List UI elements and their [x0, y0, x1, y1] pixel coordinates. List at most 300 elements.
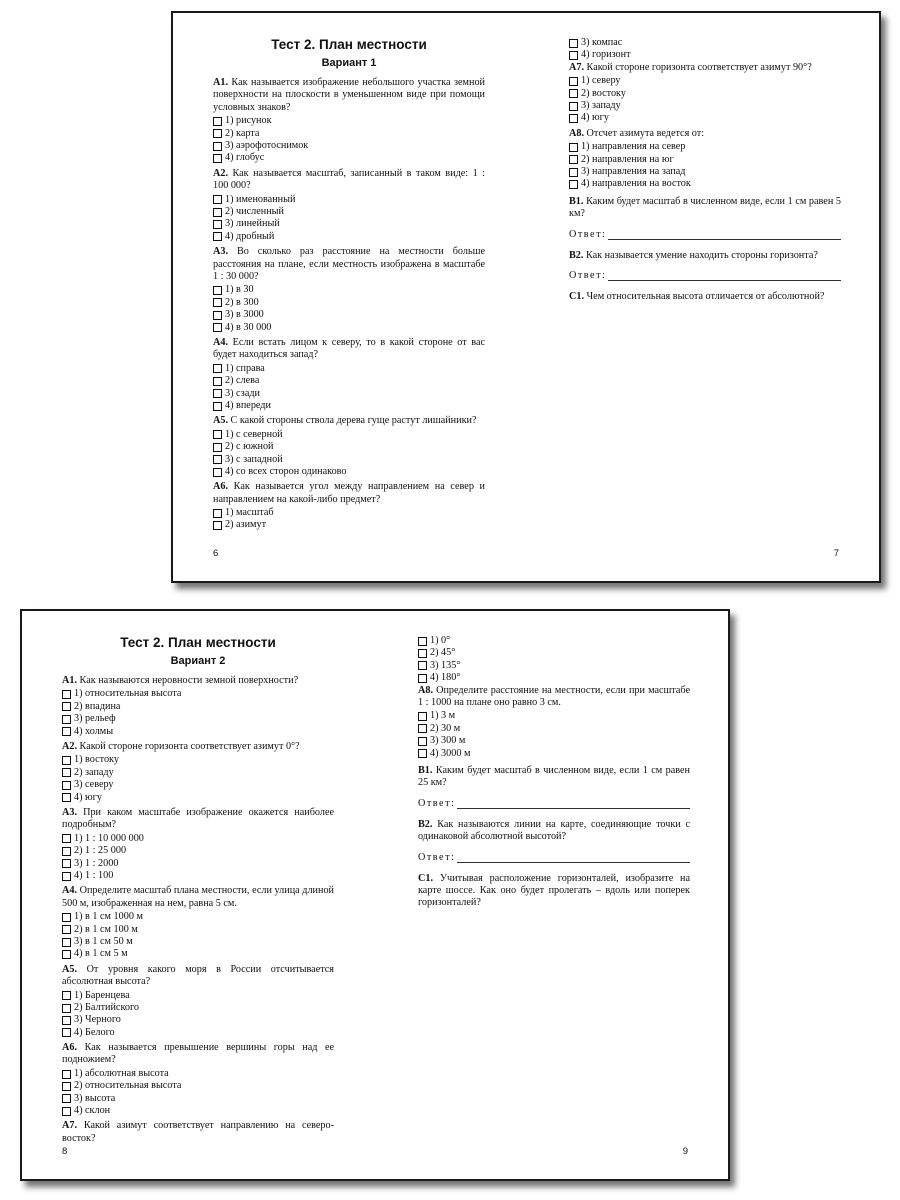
option-label: 4) югу	[581, 112, 609, 124]
checkbox[interactable]	[569, 102, 578, 111]
checkbox[interactable]	[569, 143, 578, 152]
question-body: Какой стороне горизонта соответствует азимут 0°?	[79, 740, 300, 752]
question	[213, 481, 485, 532]
question-text	[569, 291, 841, 303]
answer-option[interactable]	[213, 309, 485, 321]
answer-option[interactable]	[62, 792, 334, 804]
test-title: Тест 2. План местности	[271, 37, 427, 52]
page-number: 7	[833, 548, 839, 559]
option-label: 3) компас	[581, 37, 623, 48]
option-label: 2) 30 м	[430, 722, 461, 734]
option-label: 3) в 3000	[225, 309, 264, 321]
checkbox[interactable]	[418, 737, 427, 746]
question	[213, 77, 485, 165]
question-text	[62, 1042, 334, 1067]
answer-label: Ответ:	[569, 269, 607, 281]
question-text	[213, 246, 485, 283]
question-text	[418, 765, 690, 790]
question-body: От уровня какого моря в России отсчитывается абсолютная высота?	[62, 963, 334, 988]
answer-option[interactable]	[418, 723, 690, 735]
checkbox[interactable]	[569, 51, 578, 60]
checkbox[interactable]	[418, 749, 427, 758]
answer-option[interactable]	[569, 154, 841, 166]
option-label: 1) северу	[581, 75, 621, 87]
option-label: 1) 3 м	[430, 710, 456, 722]
page-left	[62, 635, 334, 1148]
page-number: 9	[682, 1146, 688, 1157]
page-left	[213, 37, 485, 535]
checkbox[interactable]	[213, 286, 222, 295]
option-label: 2) направления на юг	[581, 153, 674, 165]
option-label: 3) западу	[581, 99, 621, 111]
option-label: 1) рисунок	[225, 115, 272, 127]
checkbox[interactable]	[62, 834, 71, 843]
checkbox[interactable]	[62, 950, 71, 959]
answer-option[interactable]	[62, 845, 334, 857]
answer-option[interactable]	[569, 88, 841, 100]
answer-option[interactable]	[569, 166, 841, 178]
question-body: Отсчет азимута ведется от:	[586, 127, 705, 139]
answer-option[interactable]	[62, 779, 334, 791]
option-label: 1) востоку	[74, 754, 119, 766]
checkbox[interactable]	[569, 77, 578, 86]
question-text	[62, 1120, 334, 1145]
option-label: 4) 3000 м	[430, 747, 471, 759]
answer-line[interactable]	[608, 270, 841, 281]
continued-options	[569, 37, 841, 62]
question-text	[62, 885, 334, 910]
answer-option[interactable]	[569, 49, 841, 61]
checkbox[interactable]	[213, 389, 222, 398]
checkbox[interactable]	[213, 377, 222, 386]
question-text	[213, 77, 485, 114]
answer-line[interactable]	[457, 798, 690, 809]
question-text	[213, 337, 485, 362]
checkbox[interactable]	[213, 455, 222, 464]
answer-option[interactable]	[62, 924, 334, 936]
question-body: Определите расстояние на местности, если при масштабе 1 : 1000 на плане оно равно 3 см.	[418, 684, 691, 708]
answer-option[interactable]	[213, 441, 485, 453]
checkbox[interactable]	[62, 727, 71, 736]
option-label: 4) Белого	[74, 1026, 115, 1038]
question	[213, 246, 485, 334]
option-label: 2) карта	[225, 127, 260, 139]
option-label: 1) 0°	[430, 635, 451, 646]
checkbox[interactable]	[213, 117, 222, 126]
answer-option[interactable]	[62, 936, 334, 948]
answer-field[interactable]	[569, 229, 841, 240]
checkbox[interactable]	[569, 168, 578, 177]
option-label: 3) с западной	[225, 453, 283, 465]
option-label: 1) относительная высота	[74, 688, 182, 700]
question-text	[569, 250, 841, 262]
answer-option[interactable]	[213, 284, 485, 296]
question-body: Каким будет масштаб в численном виде, если 1 см равен 5 км?	[569, 195, 841, 220]
question-number: А5.	[213, 415, 228, 427]
answer-option[interactable]	[418, 710, 690, 722]
question-number: А7.	[569, 61, 584, 73]
answer-line[interactable]	[608, 229, 841, 240]
option-label: 2) в 1 см 100 м	[74, 923, 138, 935]
page-right	[569, 37, 841, 306]
answer-option[interactable]	[213, 194, 485, 206]
answer-option[interactable]	[418, 635, 690, 647]
checkbox[interactable]	[62, 690, 71, 699]
answer-option[interactable]	[418, 748, 690, 760]
checkbox[interactable]	[62, 1004, 71, 1013]
option-label: 1) именованный	[225, 193, 296, 205]
answer-option[interactable]	[62, 726, 334, 738]
checkbox[interactable]	[418, 637, 427, 646]
answer-option[interactable]	[62, 858, 334, 870]
question	[62, 807, 334, 882]
option-label: 4) дробный	[225, 230, 275, 242]
checkbox[interactable]	[213, 154, 222, 163]
question-list	[418, 685, 690, 760]
variant-label: Вариант 2	[170, 655, 226, 667]
answer-label: Ответ:	[569, 228, 607, 240]
open-question	[569, 196, 841, 240]
option-label: 4) в 30 000	[225, 321, 272, 333]
question	[418, 685, 690, 760]
option-label: 4) 180°	[430, 672, 461, 684]
option-label: 3) сзади	[225, 387, 260, 399]
checkbox[interactable]	[62, 1082, 71, 1091]
spread-variant-2	[20, 609, 730, 1181]
question-body: Во сколько раз расстояние на местности больше расстояния на плане, если местность изображена в масштабе 1 : 30 000?	[213, 246, 485, 282]
checkbox[interactable]	[62, 715, 71, 724]
answer-label: Ответ:	[418, 851, 456, 863]
answer-option[interactable]	[62, 1105, 334, 1117]
answer-option[interactable]	[569, 37, 841, 49]
question-number: А5.	[62, 963, 77, 975]
checkbox[interactable]	[213, 208, 222, 217]
test-title: Тест 2. План местности	[120, 635, 276, 650]
answer-option[interactable]	[418, 672, 690, 684]
page-number: 8	[62, 1146, 68, 1157]
question-number: В2.	[569, 249, 584, 261]
open-question-list	[569, 196, 841, 304]
question-number: А2.	[213, 167, 228, 179]
checkbox[interactable]	[213, 220, 222, 229]
page-number: 6	[213, 548, 219, 559]
question-number: А2.	[62, 740, 77, 752]
answer-option[interactable]	[213, 115, 485, 127]
question-body: С какой стороны ствола дерева гуще растут лишайники?	[230, 415, 477, 427]
option-label: 1) в 30	[225, 284, 254, 296]
answer-option[interactable]	[569, 141, 841, 153]
question-body: Каким будет масштаб в численном виде, если 1 см равен 25 км?	[418, 764, 690, 789]
answer-option[interactable]	[62, 701, 334, 713]
option-label: 1) справа	[225, 362, 265, 374]
answer-option[interactable]	[213, 454, 485, 466]
option-label: 4) 1 : 100	[74, 869, 114, 881]
question-text	[213, 168, 485, 193]
checkbox[interactable]	[418, 712, 427, 721]
option-label: 3) линейный	[225, 218, 280, 230]
option-label: 4) глобус	[225, 152, 265, 164]
option-label: 1) Баренцева	[74, 989, 130, 1001]
option-label: 2) в 300	[225, 296, 259, 308]
question	[62, 741, 334, 804]
answer-option[interactable]	[569, 100, 841, 112]
option-label: 4) в 1 см 5 м	[74, 948, 128, 960]
question	[213, 168, 485, 243]
checkbox[interactable]	[213, 142, 222, 151]
answer-option[interactable]	[62, 688, 334, 700]
answer-option[interactable]	[62, 1002, 334, 1014]
answer-option[interactable]	[62, 713, 334, 725]
answer-option[interactable]	[62, 767, 334, 779]
question-number: В1.	[569, 195, 584, 207]
answer-option[interactable]	[213, 218, 485, 230]
question	[213, 415, 485, 478]
answer-option[interactable]	[213, 322, 485, 334]
question-number: А4.	[213, 336, 228, 348]
answer-option[interactable]	[213, 140, 485, 152]
option-label: 3) в 1 см 50 м	[74, 935, 133, 947]
answer-option[interactable]	[213, 375, 485, 387]
option-label: 1) в 1 см 1000 м	[74, 911, 143, 923]
question	[62, 885, 334, 960]
question-body: Учитывая расположение горизонталей, изобразите на карте шоссе. Как оно будет пролегать – вдоль или поперек горизонталей?	[418, 872, 691, 909]
option-label: 3) направления на запад	[581, 165, 686, 177]
answer-field[interactable]	[418, 852, 690, 863]
checkbox[interactable]	[62, 872, 71, 881]
question-body: Как называются неровности земной поверхности?	[79, 675, 299, 686]
checkbox[interactable]	[418, 674, 427, 683]
option-label: 4) югу	[74, 791, 102, 803]
checkbox[interactable]	[213, 311, 222, 320]
open-question-list	[418, 765, 690, 910]
question-number: А1.	[213, 77, 228, 88]
checkbox[interactable]	[62, 913, 71, 922]
option-label: 2) относительная высота	[74, 1080, 182, 1092]
answer-option[interactable]	[569, 75, 841, 87]
answer-option[interactable]	[213, 231, 485, 243]
question-text	[213, 481, 485, 506]
option-label: 2) численный	[225, 205, 284, 217]
question-number: А1.	[62, 675, 77, 686]
option-label: 4) впереди	[225, 399, 271, 411]
checkbox[interactable]	[418, 661, 427, 670]
question-body: Определите масштаб плана местности, если улица длиной 500 м, изображенная на нем, равна 5 см.	[62, 885, 334, 909]
answer-option[interactable]	[418, 735, 690, 747]
answer-field[interactable]	[418, 798, 690, 809]
page-right	[418, 635, 690, 913]
option-label: 3) северу	[74, 779, 114, 791]
option-label: 2) 1 : 25 000	[74, 845, 127, 857]
checkbox[interactable]	[62, 859, 71, 868]
checkbox[interactable]	[213, 430, 222, 439]
question-body: Как называется умение находить стороны горизонта?	[585, 249, 818, 261]
question-number: А3.	[213, 246, 228, 258]
answer-option[interactable]	[569, 112, 841, 124]
checkbox[interactable]	[62, 793, 71, 802]
checkbox[interactable]	[213, 468, 222, 477]
question-text	[62, 964, 334, 989]
answer-option[interactable]	[213, 519, 485, 531]
answer-option[interactable]	[418, 647, 690, 659]
answer-option[interactable]	[213, 363, 485, 375]
answer-option[interactable]	[62, 990, 334, 1002]
question-text	[213, 415, 485, 427]
answer-option[interactable]	[213, 297, 485, 309]
question	[62, 675, 334, 738]
question-text	[569, 62, 841, 74]
checkbox[interactable]	[213, 129, 222, 138]
question	[569, 62, 841, 125]
checkbox[interactable]	[62, 1028, 71, 1037]
question-body: Как называется угол между направлением на север и направлением на какой-либо предмет?	[213, 481, 486, 505]
spread-variant-1	[171, 11, 881, 583]
checkbox[interactable]	[62, 1094, 71, 1103]
option-label: 1) направления на север	[581, 141, 686, 153]
question-text	[569, 128, 841, 140]
question-number: А3.	[62, 806, 77, 818]
answer-option[interactable]	[213, 152, 485, 164]
checkbox[interactable]	[62, 1070, 71, 1079]
checkbox[interactable]	[569, 155, 578, 164]
answer-option[interactable]	[569, 178, 841, 190]
answer-option[interactable]	[62, 870, 334, 882]
question	[62, 1120, 334, 1145]
checkbox[interactable]	[213, 364, 222, 373]
answer-option[interactable]	[213, 466, 485, 478]
question-body: Чем относительная высота отличается от абсолютной?	[586, 290, 825, 302]
checkbox[interactable]	[569, 89, 578, 98]
checkbox[interactable]	[213, 195, 222, 204]
question-number: С1.	[569, 290, 584, 302]
option-label: 3) рельеф	[74, 713, 116, 725]
answer-option[interactable]	[213, 507, 485, 519]
question-number: А8.	[418, 684, 433, 696]
checkbox[interactable]	[62, 925, 71, 934]
answer-option[interactable]	[62, 754, 334, 766]
question-text	[418, 873, 690, 910]
answer-line[interactable]	[457, 852, 690, 863]
question	[62, 964, 334, 1039]
checkbox[interactable]	[62, 702, 71, 711]
answer-option[interactable]	[213, 128, 485, 140]
question-text	[418, 819, 690, 844]
answer-label: Ответ:	[418, 797, 456, 809]
checkbox[interactable]	[62, 938, 71, 947]
answer-option[interactable]	[62, 948, 334, 960]
variant-label: Вариант 1	[321, 57, 377, 69]
question-body: Как называется изображение небольшого участка земной поверхности на плоскости в уменьшенном виде при помощи условных знаков?	[213, 77, 485, 113]
checkbox[interactable]	[62, 847, 71, 856]
question	[213, 337, 485, 412]
checkbox[interactable]	[213, 521, 222, 530]
option-label: 1) с северной	[225, 428, 283, 440]
answer-option[interactable]	[213, 429, 485, 441]
answer-option[interactable]	[213, 400, 485, 412]
question-list	[62, 675, 334, 1145]
option-label: 3) 135°	[430, 659, 461, 671]
question-body: Как называются линии на карте, соединяющие точки с одинаковой абсолютной высотой?	[418, 818, 690, 843]
option-label: 3) 300 м	[430, 735, 466, 747]
checkbox[interactable]	[418, 724, 427, 733]
checkbox[interactable]	[213, 232, 222, 241]
checkbox[interactable]	[213, 323, 222, 332]
checkbox[interactable]	[213, 298, 222, 307]
option-label: 2) с южной	[225, 441, 274, 453]
option-label: 4) склон	[74, 1105, 111, 1117]
option-label: 2) слева	[225, 375, 260, 387]
question-body: Как называется масштаб, записанный в таком виде: 1 : 100 000?	[213, 167, 485, 192]
question-number: А8.	[569, 127, 584, 139]
checkbox[interactable]	[213, 509, 222, 518]
question	[569, 128, 841, 191]
checkbox[interactable]	[62, 991, 71, 1000]
option-label: 2) западу	[74, 766, 114, 778]
answer-option[interactable]	[62, 1080, 334, 1092]
checkbox[interactable]	[418, 649, 427, 658]
answer-option[interactable]	[62, 1068, 334, 1080]
answer-option[interactable]	[62, 1014, 334, 1026]
option-label: 4) холмы	[74, 725, 114, 737]
question-text	[569, 196, 841, 221]
checkbox[interactable]	[569, 180, 578, 189]
answer-option[interactable]	[418, 660, 690, 672]
checkbox[interactable]	[62, 1016, 71, 1025]
option-label: 2) азимут	[225, 519, 267, 531]
continued-options	[418, 635, 690, 685]
question-body: Какой азимут соответствует направлению на северо-восток?	[62, 1120, 335, 1144]
answer-option[interactable]	[62, 911, 334, 923]
option-label: 2) впадина	[74, 700, 121, 712]
option-label: 3) аэрофотоснимок	[225, 140, 309, 151]
question-body: Если встать лицом к северу, то в какой стороне от вас будет находиться запад?	[213, 336, 486, 361]
question-number: А4.	[62, 885, 77, 897]
answer-option[interactable]	[62, 1093, 334, 1105]
question-text	[418, 685, 690, 710]
option-label: 3) 1 : 2000	[74, 857, 119, 869]
option-label: 4) со всех сторон одинаково	[225, 465, 347, 477]
checkbox[interactable]	[62, 781, 71, 790]
open-question	[569, 291, 841, 303]
option-label: 3) Черного	[74, 1014, 121, 1026]
option-label: 1) абсолютная высота	[74, 1067, 169, 1079]
open-question	[569, 250, 841, 281]
question-body: При каком масштабе изображение окажется наиболее подробным?	[62, 806, 334, 831]
answer-option[interactable]	[62, 1027, 334, 1039]
answer-option[interactable]	[213, 206, 485, 218]
question-text	[62, 741, 334, 753]
question-number: А6.	[213, 481, 228, 493]
open-question	[418, 873, 690, 910]
checkbox[interactable]	[213, 402, 222, 411]
option-label: 3) высота	[74, 1092, 116, 1104]
checkbox[interactable]	[569, 39, 578, 48]
checkbox[interactable]	[62, 768, 71, 777]
answer-option[interactable]	[213, 388, 485, 400]
question-text	[62, 807, 334, 832]
open-question	[418, 765, 690, 809]
checkbox[interactable]	[569, 114, 578, 123]
answer-field[interactable]	[569, 270, 841, 281]
question-number: А6.	[62, 1042, 77, 1054]
checkbox[interactable]	[213, 443, 222, 452]
option-label: 4) направления на восток	[581, 178, 691, 190]
answer-option[interactable]	[62, 833, 334, 845]
option-label: 2) 45°	[430, 647, 456, 659]
question-body: Как называется превышение вершины горы над ее подножием?	[62, 1042, 335, 1066]
checkbox[interactable]	[62, 756, 71, 765]
option-label: 1) масштаб	[225, 507, 274, 519]
checkbox[interactable]	[62, 1107, 71, 1116]
